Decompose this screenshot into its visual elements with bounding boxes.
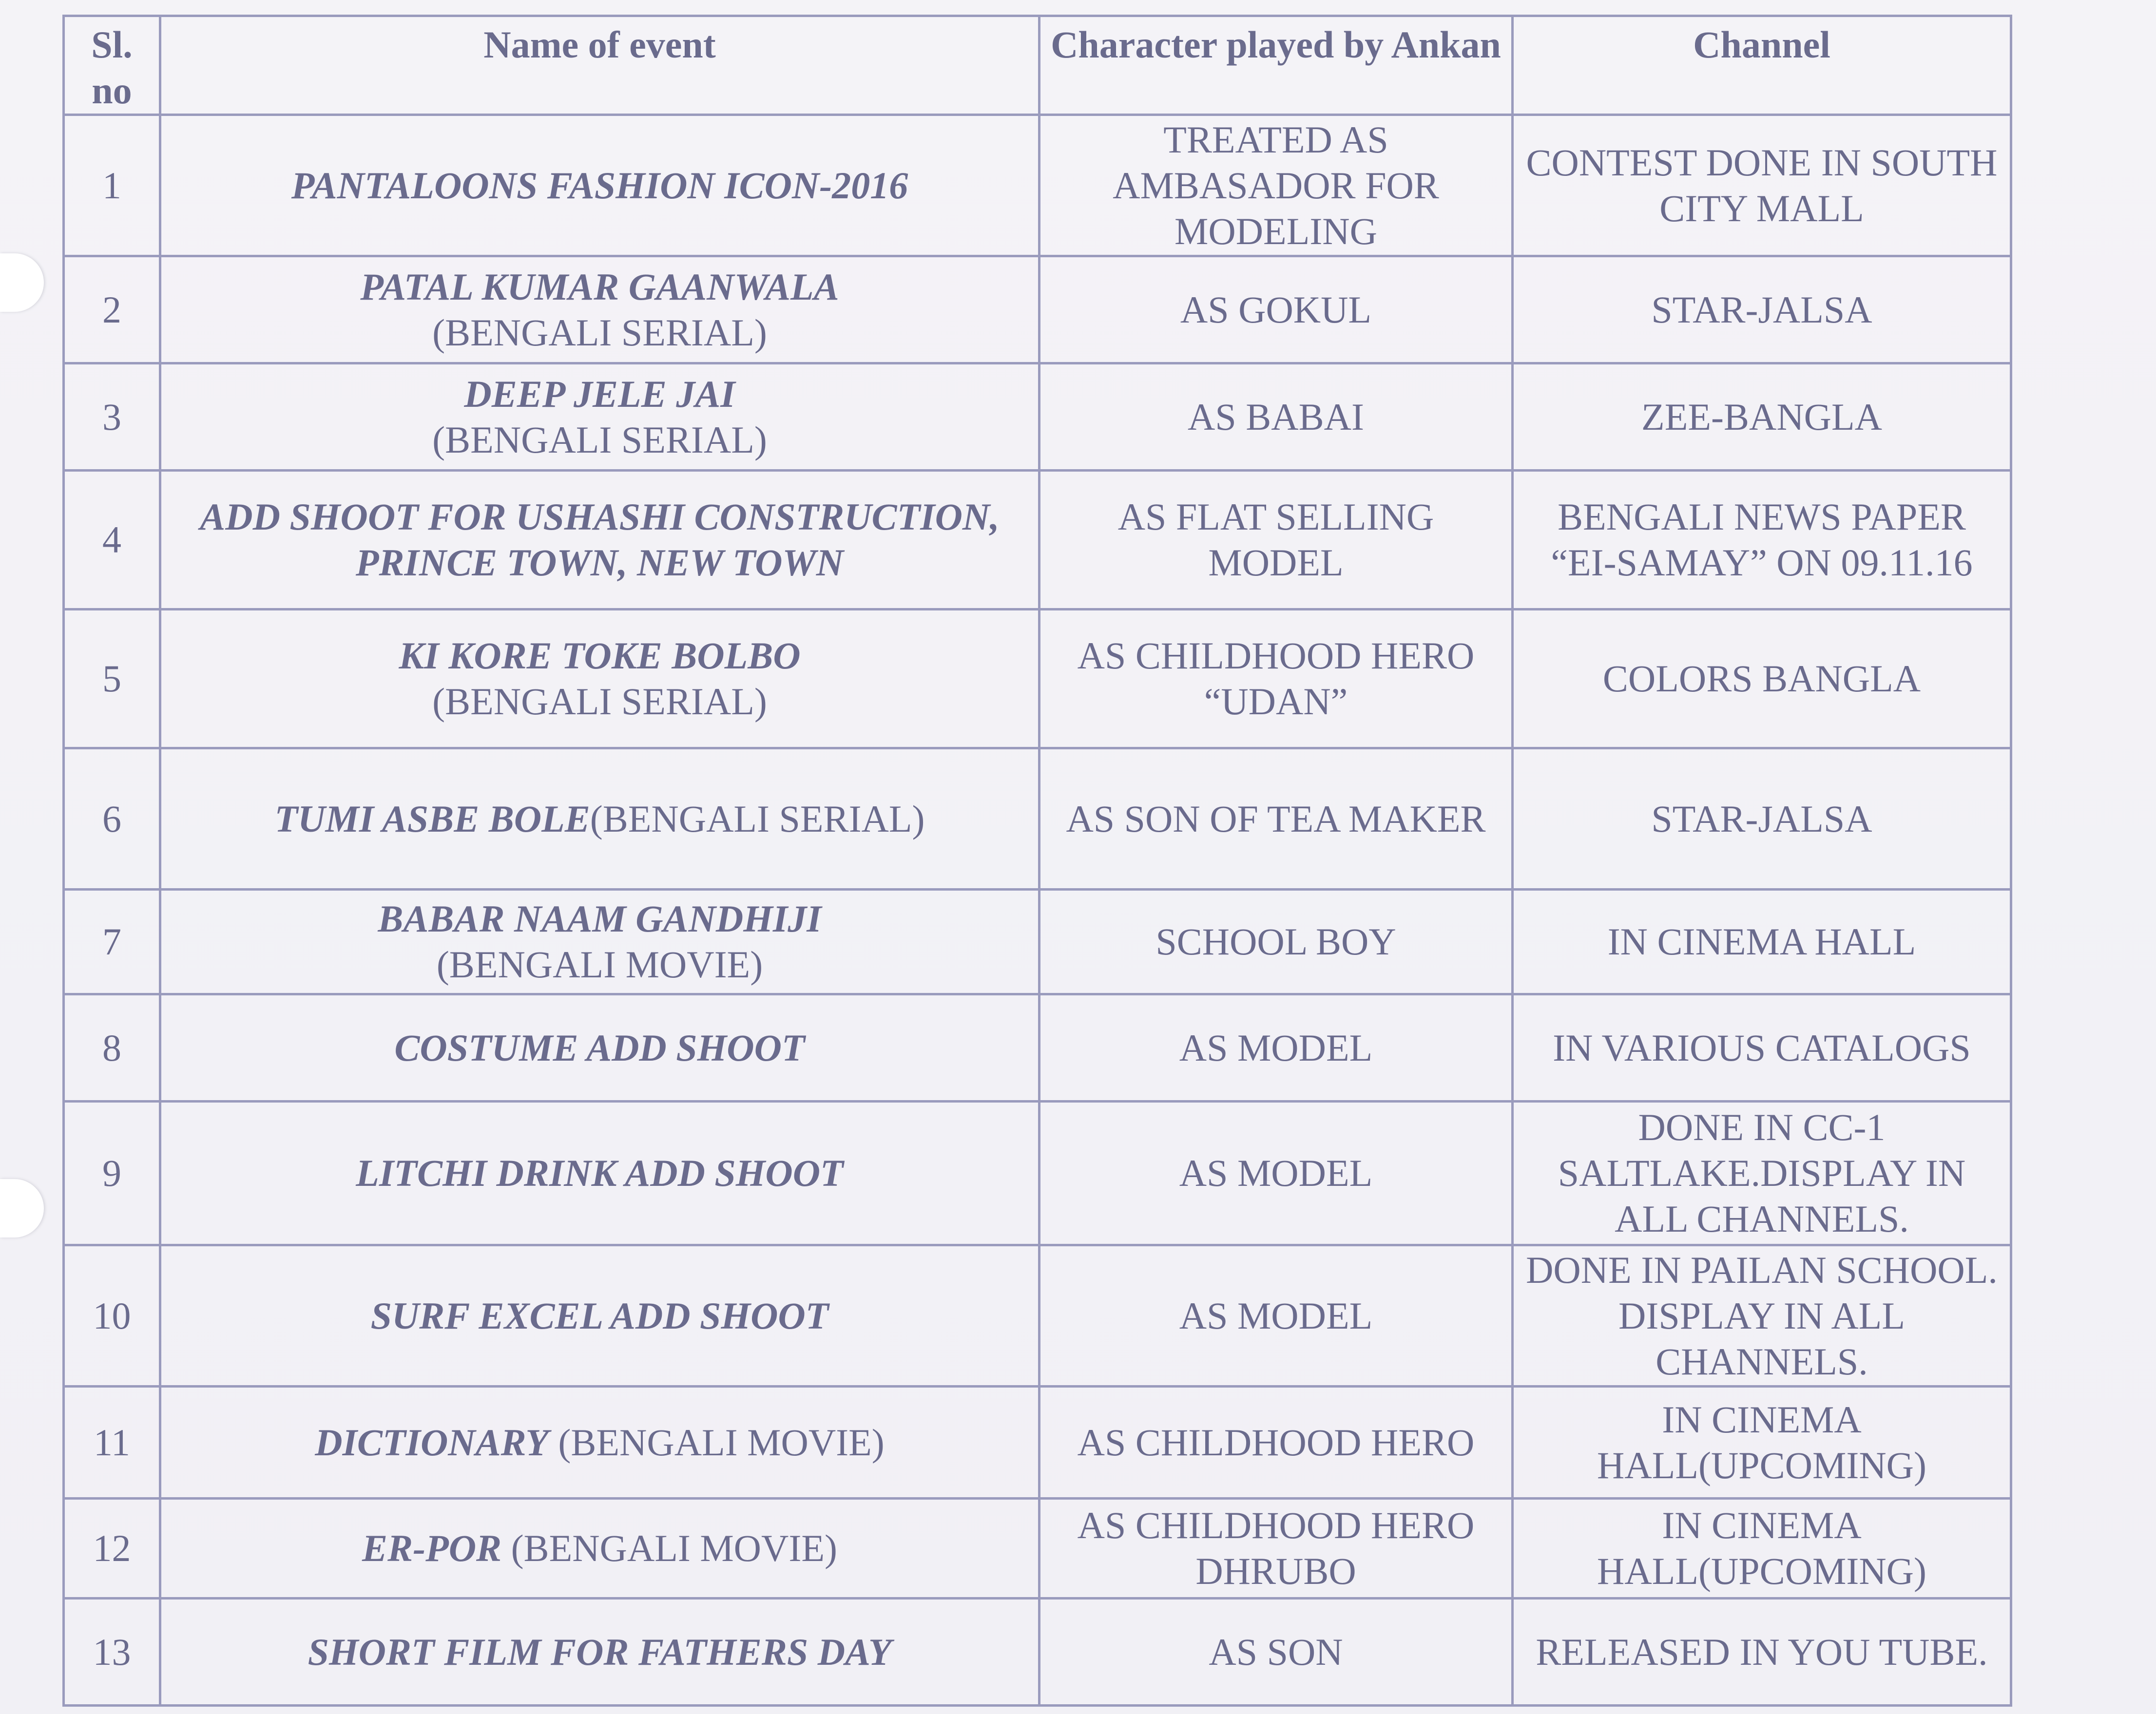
event-subtitle: (BENGALI SERIAL): [432, 418, 767, 461]
event-subtitle: (BENGALI MOVIE): [511, 1527, 837, 1569]
character-cell: AS MODEL: [1040, 1102, 1513, 1245]
header-character: Character played by Ankan: [1040, 16, 1513, 115]
header-sl-no: Sl. no: [64, 16, 160, 115]
channel-cell: ZEE-BANGLA: [1513, 363, 2011, 471]
channel-cell: IN CINEMA HALL(UPCOMING): [1513, 1499, 2011, 1599]
character-cell: AS GOKUL: [1040, 256, 1513, 363]
event-subtitle: (BENGALI SERIAL): [590, 797, 925, 840]
table-row: [64, 890, 2011, 994]
character-cell: AS FLAT SELLING MODEL: [1040, 471, 1513, 609]
character-cell: TREATED AS AMBASADOR FOR MODELING: [1040, 115, 1513, 256]
header-event-name: Name of event: [160, 16, 1040, 115]
character-cell: AS MODEL: [1040, 1245, 1513, 1387]
event-title: KI KORE TOKE BOLBO: [399, 634, 801, 677]
row-sl-no: 5: [64, 609, 160, 748]
table-row: [64, 1499, 2011, 1599]
row-sl-no: 4: [64, 471, 160, 609]
row-sl-no: 6: [64, 748, 160, 890]
table-row: [64, 115, 2011, 256]
event-name-cell: [160, 1102, 1040, 1245]
event-title: PANTALOONS FASHION ICON-2016: [291, 164, 908, 207]
row-sl-no: 12: [64, 1499, 160, 1599]
channel-cell: CONTEST DONE IN SOUTH CITY MALL: [1513, 115, 2011, 256]
table-row: [64, 609, 2011, 748]
row-sl-no: 2: [64, 256, 160, 363]
character-cell: AS CHILDHOOD HERO “UDAN”: [1040, 609, 1513, 748]
punch-hole-bottom: [0, 1179, 44, 1238]
row-sl-no: 10: [64, 1245, 160, 1387]
table-row: [64, 1245, 2011, 1387]
character-cell: AS CHILDHOOD HERO DHRUBO: [1040, 1499, 1513, 1599]
event-name-cell: [160, 256, 1040, 363]
row-sl-no: 13: [64, 1599, 160, 1706]
character-cell: SCHOOL BOY: [1040, 890, 1513, 994]
character-cell: AS SON: [1040, 1599, 1513, 1706]
row-sl-no: 8: [64, 994, 160, 1102]
row-sl-no: 11: [64, 1387, 160, 1499]
channel-cell: IN CINEMA HALL(UPCOMING): [1513, 1387, 2011, 1499]
table-row: [64, 1102, 2011, 1245]
punch-hole-top: [0, 253, 44, 312]
event-title: DICTIONARY: [315, 1421, 549, 1464]
header-row: [64, 16, 2011, 115]
character-cell: AS BABAI: [1040, 363, 1513, 471]
table-row: [64, 748, 2011, 890]
event-subtitle: (BENGALI MOVIE): [436, 943, 763, 986]
channel-cell: IN VARIOUS CATALOGS: [1513, 994, 2011, 1102]
events-table: [62, 15, 2012, 1707]
event-name-cell: [160, 1245, 1040, 1387]
event-title: SURF EXCEL ADD SHOOT: [370, 1294, 829, 1337]
character-cell: AS SON OF TEA MAKER: [1040, 748, 1513, 890]
table-row: [64, 363, 2011, 471]
event-title: COSTUME ADD SHOOT: [394, 1026, 805, 1069]
event-title: ER-POR: [362, 1527, 502, 1569]
event-name-cell: [160, 609, 1040, 748]
table-row: [64, 1599, 2011, 1706]
event-title: BABAR NAAM GANDHIJI: [378, 897, 822, 940]
channel-cell: IN CINEMA HALL: [1513, 890, 2011, 994]
event-subtitle: (BENGALI SERIAL): [432, 680, 767, 723]
event-subtitle: (BENGALI MOVIE): [558, 1421, 885, 1464]
channel-cell: BENGALI NEWS PAPER “EI-SAMAY” ON 09.11.16: [1513, 471, 2011, 609]
channel-cell: DONE IN CC-1 SALTLAKE.DISPLAY IN ALL CHANNELS.: [1513, 1102, 2011, 1245]
table-row: [64, 256, 2011, 363]
event-name-cell: [160, 1499, 1040, 1599]
event-title: ADD SHOOT FOR USHASHI CONSTRUCTION, PRINCE TOWN, NEW TOWN: [200, 495, 1000, 584]
row-sl-no: 9: [64, 1102, 160, 1245]
table-row: [64, 1387, 2011, 1499]
event-title: TUMI ASBE BOLE: [274, 797, 590, 840]
character-cell: AS CHILDHOOD HERO: [1040, 1387, 1513, 1499]
channel-cell: COLORS BANGLA: [1513, 609, 2011, 748]
event-name-cell: [160, 748, 1040, 890]
event-name-cell: [160, 115, 1040, 256]
event-name-cell: [160, 363, 1040, 471]
event-title: SHORT FILM FOR FATHERS DAY: [308, 1630, 892, 1673]
row-sl-no: 7: [64, 890, 160, 994]
event-title: LITCHI DRINK ADD SHOOT: [356, 1152, 844, 1194]
event-title: DEEP JELE JAI: [464, 372, 735, 415]
event-name-cell: [160, 471, 1040, 609]
row-sl-no: 3: [64, 363, 160, 471]
channel-cell: DONE IN PAILAN SCHOOL. DISPLAY IN ALL CHANNELS.: [1513, 1245, 2011, 1387]
table-row: [64, 994, 2011, 1102]
table-row: [64, 471, 2011, 609]
event-name-cell: [160, 890, 1040, 994]
channel-cell: STAR-JALSA: [1513, 256, 2011, 363]
character-cell: AS MODEL: [1040, 994, 1513, 1102]
event-name-cell: [160, 994, 1040, 1102]
header-channel: Channel: [1513, 16, 2011, 115]
channel-cell: RELEASED IN YOU TUBE.: [1513, 1599, 2011, 1706]
channel-cell: STAR-JALSA: [1513, 748, 2011, 890]
event-name-cell: [160, 1599, 1040, 1706]
event-name-cell: [160, 1387, 1040, 1499]
event-title: PATAL KUMAR GAANWALA: [360, 265, 839, 308]
event-subtitle: (BENGALI SERIAL): [432, 311, 767, 354]
row-sl-no: 1: [64, 115, 160, 256]
